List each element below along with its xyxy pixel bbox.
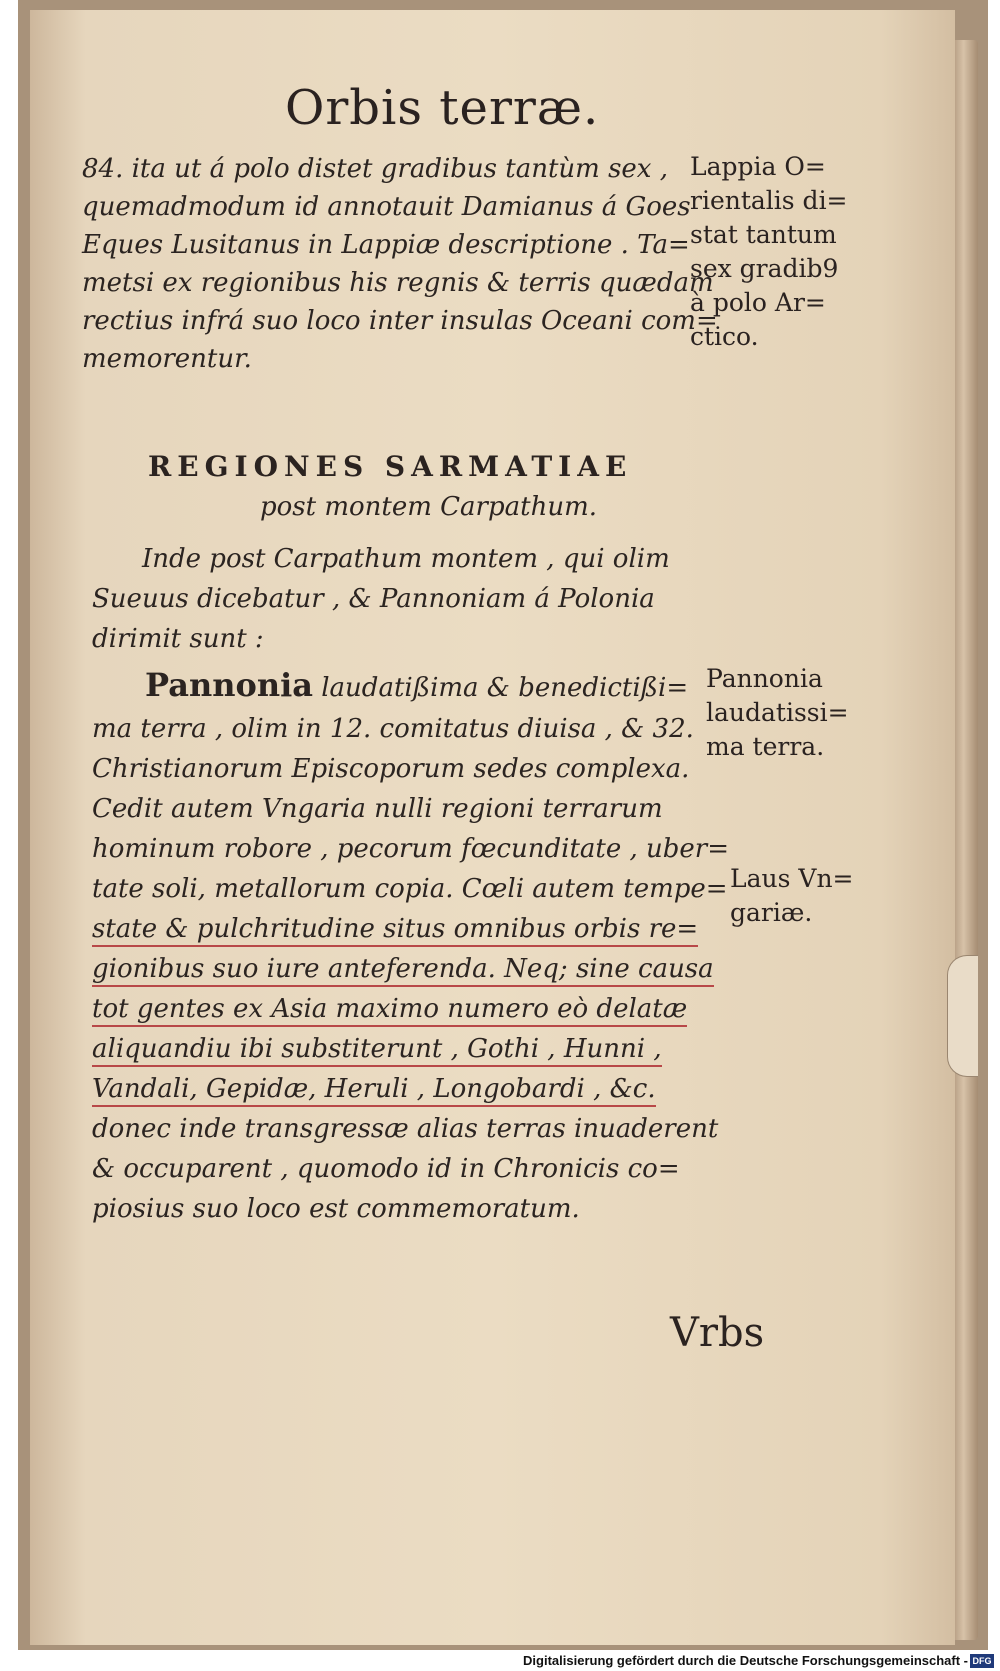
text-line-underlined bbox=[92, 1070, 656, 1108]
red-underline: tot gentes ex Asia maximo numero eò delatæ bbox=[92, 994, 687, 1027]
text-line: & occuparent , quomodo id in Chronicis co= bbox=[92, 1154, 680, 1184]
page-fore-edge bbox=[954, 40, 978, 1640]
margin-line: ma terra. bbox=[706, 732, 825, 761]
text-line: donec inde transgressæ alias terras inuaderent bbox=[92, 1114, 719, 1144]
margin-line: rientalis di= bbox=[690, 186, 848, 215]
text-line: Inde post Carpathum montem , qui olim bbox=[142, 544, 670, 574]
margin-line: sex gradib9 bbox=[690, 254, 839, 283]
text-line-underlined bbox=[92, 910, 698, 948]
book-page bbox=[30, 10, 955, 1645]
margin-line: Laus Vn= bbox=[730, 864, 854, 893]
section-subheading: post montem Carpathum. bbox=[260, 492, 597, 522]
dfg-logo-icon: DFG bbox=[970, 1654, 994, 1668]
red-underline: gionibus suo iure anteferenda. Neq; sine causa bbox=[92, 954, 714, 987]
margin-line: ctico. bbox=[690, 322, 759, 351]
text-line: tate soli, metallorum copia. Cœli autem tempe= bbox=[92, 874, 728, 904]
red-underline: state & pulchritudine situs omnibus orbis re= bbox=[92, 914, 698, 947]
text-line: 84. ita ut á polo distet gradibus tantùm sex , bbox=[82, 154, 669, 184]
text-line: dirimit sunt : bbox=[92, 624, 264, 654]
footer-bar bbox=[0, 1651, 1000, 1671]
text-line: Christianorum Episcoporum sedes complexa. bbox=[92, 754, 690, 784]
text-line: ma terra , olim in 12. comitatus diuisa , & 32. bbox=[92, 714, 694, 744]
footer-credit: Digitalisierung gefördert durch die Deutsche Forschungsgemeinschaft - bbox=[523, 1653, 968, 1668]
margin-line: Lappia O= bbox=[690, 152, 826, 181]
text-line: rectius infrá suo loco inter insulas Oceani com= bbox=[82, 306, 718, 336]
text-line: Sueuus dicebatur , & Pannoniam á Polonia bbox=[92, 584, 655, 614]
text-fragment: laudatißima & benedictißi= bbox=[321, 673, 689, 703]
margin-line: Pannonia bbox=[706, 664, 823, 693]
pannonia-line bbox=[145, 666, 688, 707]
running-title: Orbis terræ. bbox=[285, 80, 600, 136]
pannonia-keyword: Pannonia bbox=[145, 666, 313, 704]
text-line: metsi ex regionibus his regnis & terris quædam bbox=[82, 268, 714, 298]
red-underline: aliquandiu ibi substiterunt , Gothi , Hunni , bbox=[92, 1034, 662, 1067]
margin-note-laus-ungariae bbox=[730, 862, 854, 930]
text-line: piosius suo loco est commemoratum. bbox=[92, 1194, 580, 1224]
margin-line: stat tantum bbox=[690, 220, 837, 249]
page-tab-marker bbox=[947, 955, 978, 1077]
red-underline: Vandali, Gepidæ, Heruli , Longobardi , &c. bbox=[92, 1074, 656, 1107]
margin-line: à polo Ar= bbox=[690, 288, 826, 317]
catchword: Vrbs bbox=[670, 1310, 765, 1356]
text-line-underlined bbox=[92, 950, 714, 988]
margin-note-lappia bbox=[690, 150, 848, 354]
text-line-underlined bbox=[92, 990, 687, 1028]
margin-line: gariæ. bbox=[730, 898, 813, 927]
text-line-underlined bbox=[92, 1030, 662, 1068]
margin-note-pannonia bbox=[706, 662, 849, 764]
text-line: quemadmodum id annotauit Damianus á Goes bbox=[82, 192, 691, 222]
text-line: Eques Lusitanus in Lappiæ descriptione . Ta= bbox=[82, 230, 690, 260]
text-line: Cedit autem Vngaria nulli regioni terrarum bbox=[92, 794, 663, 824]
margin-line: laudatissi= bbox=[706, 698, 849, 727]
text-line: memorentur. bbox=[82, 344, 252, 374]
text-line: hominum robore , pecorum fœcunditate , uber= bbox=[92, 834, 730, 864]
section-heading: REGIONES SARMATIAE bbox=[148, 450, 633, 483]
